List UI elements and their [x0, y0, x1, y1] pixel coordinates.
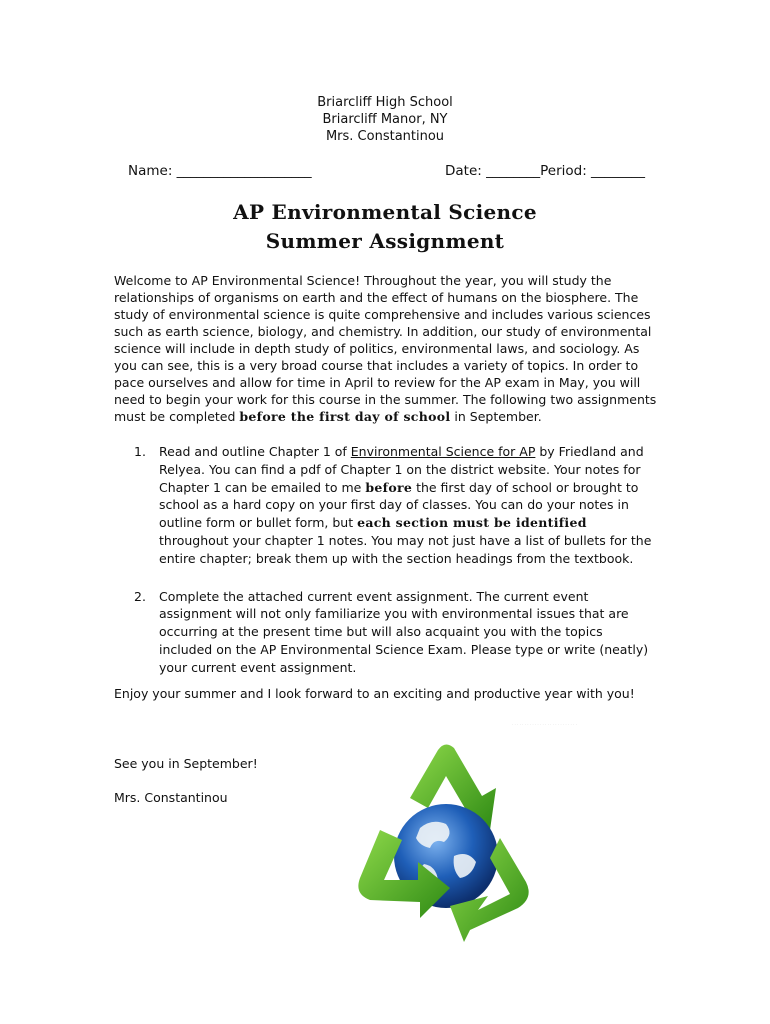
name-field[interactable]: Name: ____________________: [128, 163, 312, 179]
title-line-2: Summer Assignment: [265, 229, 505, 253]
school-header: [0, 94, 770, 145]
teacher-name: Mrs. Constantinou: [325, 129, 445, 144]
closing-line: Enjoy your summer and I look forward to an exciting and productive year with you!: [114, 686, 635, 701]
item-1-part-2: by Friedland and Relyea. You can find a pdf of Chapter 1 on the district website. Your notes for Chapter 1 can be emailed to me: [159, 444, 644, 495]
item-1-part-4: throughout your chapter 1 notes. You may not just have a list of bullets for the entire chapter; break them up with the section headings from the textbook.: [159, 532, 652, 566]
school-location: Briarcliff Manor, NY: [322, 112, 448, 127]
item-number: 1.: [134, 444, 146, 459]
item-1-part-3: the first day of school or brought to school as a hard copy on your first day of classes. You can do your notes in outline form or bullet form, but: [159, 479, 639, 531]
intro-paragraph: [114, 272, 660, 425]
assignment-list: [114, 443, 654, 697]
item-1-emphasis-before: before: [365, 479, 413, 495]
textbook-title: Environmental Science for AP: [350, 444, 536, 459]
date-period-field[interactable]: Date: ________Period: ________: [445, 163, 646, 179]
list-item: [114, 588, 654, 677]
image-watermark: · · · · · · · · · · · · · · · · · · · · · · · · · ·: [512, 722, 577, 727]
title-line-1: AP Environmental Science: [233, 200, 537, 224]
intro-emphasis: before the first day of school: [239, 409, 451, 424]
item-2-text: Complete the attached current event assignment. The current event assignment will not only familiarize you with environmental issues that are occurring at the present time but will also acquaint you with the topics included on the AP Environmental Science Exam. Please type or write (neatly) your current event assignment.: [159, 588, 649, 675]
signoff-name: Mrs. Constantinou: [114, 790, 228, 805]
item-1-part-1: Read and outline Chapter 1 of: [159, 444, 351, 459]
item-number: 2.: [134, 588, 146, 604]
recycle-globe-icon: [350, 738, 540, 943]
intro-tail: in September.: [450, 409, 542, 424]
intro-text: Welcome to AP Environmental Science! Throughout the year, you will study the relationships of organisms on earth and the effect of humans on the biosphere. The study of environmental science is quite comprehensive and includes various sciences such as earth science, biology, and chemistry. In addition, our study of environmental science will include in depth study of politics, environmental laws, and sociology. As you can see, this is a very broad course that includes a variety of topics. In order to pace ourselves and allow for time in April to review for the AP exam in May, you will need to begin your work for this course in the summer. The following two assignments must be completed: [114, 273, 657, 424]
see-you-line: See you in September!: [114, 756, 258, 771]
item-1-emphasis-section: each section must be identified: [357, 515, 587, 531]
document-title: [0, 198, 770, 256]
list-item: [114, 443, 654, 568]
school-name: Briarcliff High School: [317, 95, 453, 110]
